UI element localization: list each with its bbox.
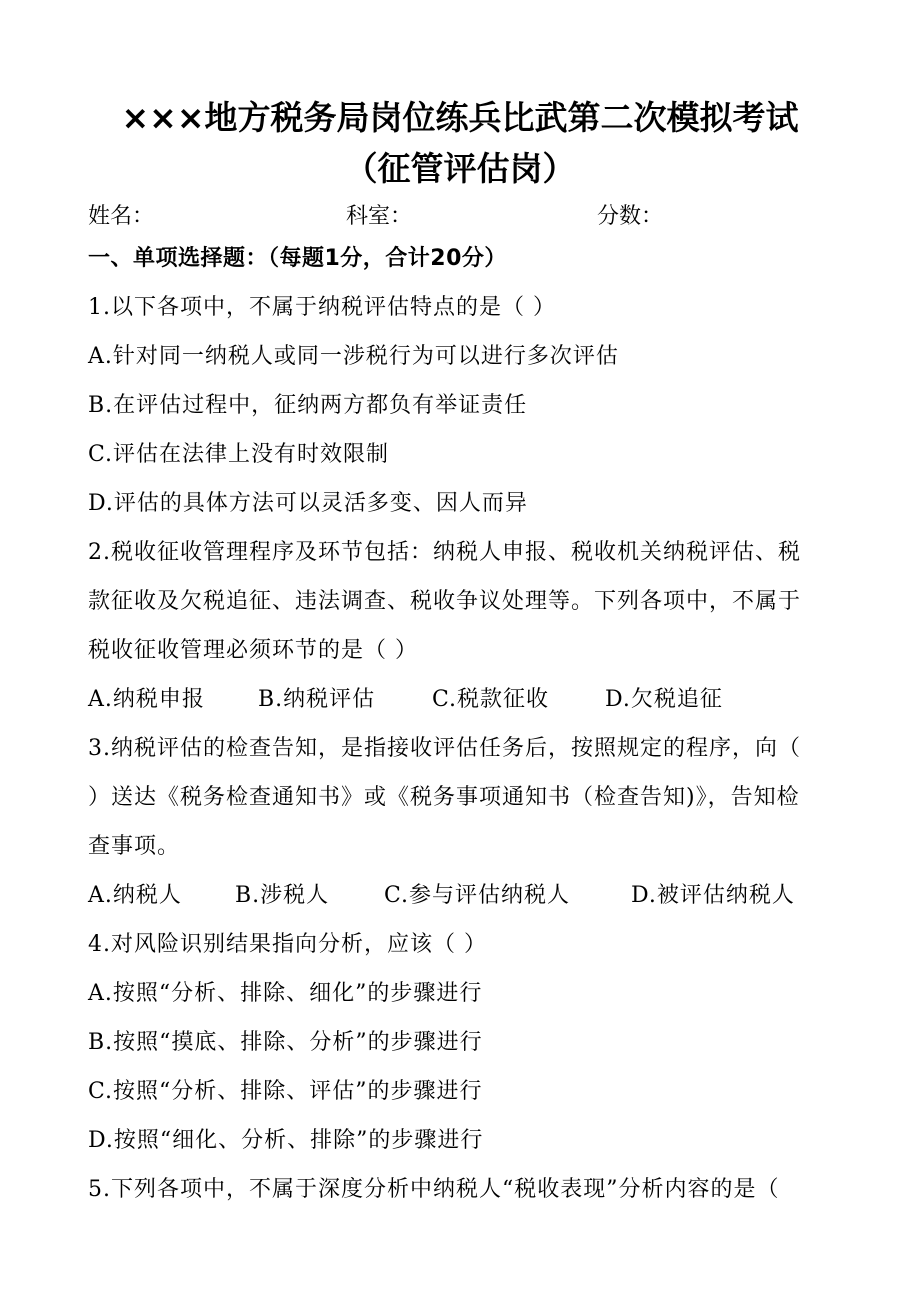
question-4-stem: 4.对风险识别结果指向分析，应该（ ） <box>88 932 487 957</box>
exam-subtitle: （征管评估岗） <box>344 149 576 188</box>
exam-title: ×××地方税务局岗位练兵比武第二次模拟考试 <box>121 98 799 137</box>
question-2-stem-line1: 2.税收征收管理程序及环节包括：纳税人申报、税收机关纳税评估、税 <box>88 540 801 565</box>
question-1-stem: 1.以下各项中，不属于纳税评估特点的是（ ） <box>88 295 556 320</box>
question-4-option-a: A.按照“分析、排除、细化”的步骤进行 <box>88 981 483 1006</box>
question-3-stem-line3: 查事项。 <box>88 834 181 859</box>
question-2-option-a: A.纳税申报 <box>88 687 205 712</box>
question-4-option-b: B.按照“摸底、排除、分析”的步骤进行 <box>88 1030 483 1055</box>
question-2-option-b: B.纳税评估 <box>258 687 376 712</box>
question-3-stem-line1: 3.纳税评估的检查告知，是指接收评估任务后，按照规定的程序，向（ <box>88 736 801 761</box>
question-1-option-d: D.评估的具体方法可以灵活多变、因人而异 <box>88 491 528 516</box>
department-field-label: 科室： <box>346 204 413 229</box>
question-3-option-a: A.纳税人 <box>88 883 182 908</box>
question-2-option-d: D.欠税追征 <box>605 687 723 712</box>
question-2-stem-line2: 款征收及欠税追征、违法调查、税收争议处理等。下列各项中，不属于 <box>88 589 802 614</box>
question-2-option-c: C.税款征收 <box>432 687 550 712</box>
question-4-option-c: C.按照“分析、排除、评估”的步骤进行 <box>88 1079 483 1104</box>
question-1-option-c: C.评估在法律上没有时效限制 <box>88 442 390 467</box>
section-heading: 一、单项选择题：（每题1分，合计20分） <box>88 246 507 271</box>
question-3-option-c: C.参与评估纳税人 <box>384 883 571 908</box>
question-2-stem-line3: 税收征收管理必须环节的是（ ） <box>88 638 418 663</box>
question-4-option-d: D.按照“细化、分析、排除”的步骤进行 <box>88 1128 484 1153</box>
question-1-option-a: A.针对同一纳税人或同一涉税行为可以进行多次评估 <box>88 344 619 369</box>
name-field-label: 姓名： <box>88 204 155 229</box>
question-3-options <box>88 881 868 911</box>
question-3-option-b: B.涉税人 <box>235 883 330 908</box>
score-field-label: 分数： <box>597 204 664 229</box>
question-5-stem-line1: 5.下列各项中，不属于深度分析中纳税人“税收表现”分析内容的是（ <box>88 1177 780 1202</box>
question-2-options <box>88 685 868 715</box>
question-3-stem-line2: ）送达《税务检查通知书》或《税务事项通知书（检查告知)》，告知检 <box>88 785 800 810</box>
question-3-option-d: D.被评估纳税人 <box>631 883 795 908</box>
question-1-option-b: B.在评估过程中，征纳两方都负有举证责任 <box>88 393 528 418</box>
